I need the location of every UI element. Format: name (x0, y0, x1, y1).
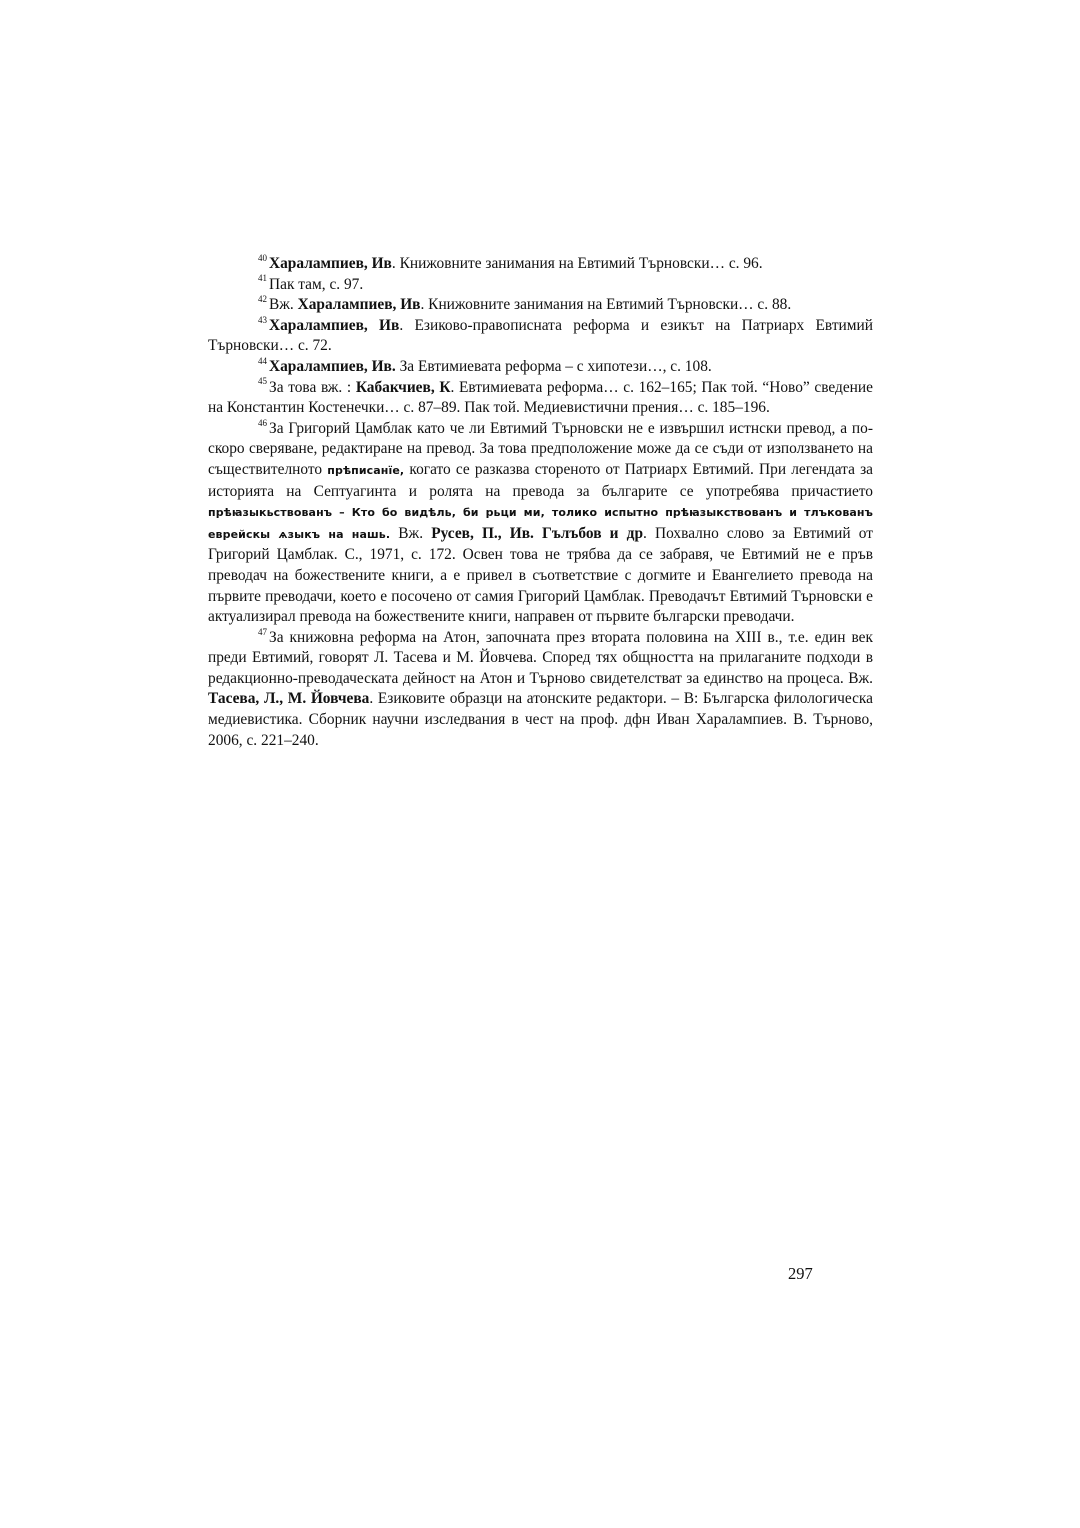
footnotes-block (208, 254, 873, 751)
footnote-text: . Езиково-правописната реформа и езикът на Патриарх Евтимий Търновски… с. 72. (208, 316, 873, 355)
footnote-text: Вж. (390, 524, 432, 542)
footnote-number: 45 (258, 376, 267, 387)
church-slavonic-quote: прѣписанїе, (327, 463, 405, 477)
footnote-number: 40 (258, 252, 267, 263)
footnote-text: За Григорий Цамблак като че ли Евтимий Търновски не е извършил истнски превод, а по-скоро сверяване, редактиране на превод. За това предположение може да се съди от използването на съществителното (208, 419, 873, 478)
footnote-number: 43 (258, 314, 267, 325)
footnote-46 (208, 419, 873, 628)
footnote-prefix: Вж. (269, 296, 298, 314)
footnote-text: когато се разказва стореното от Патриарх Евтимий. При легендата за историята на Септуагинта и ролята на превода за българите се употребява причастието (208, 460, 873, 500)
footnote-author: Кабакчиев, К (355, 378, 451, 396)
footnote-41 (208, 275, 873, 296)
footnote-text: Пак там, с. 97. (269, 275, 364, 293)
footnote-44 (208, 357, 873, 378)
footnote-author: Харалампиев, Ив (269, 255, 392, 272)
footnote-text: . Похвално слово за Евтимий от Григорий Цамблак. С., 1971, с. 172. Освен това не трябва да се забравя, че Евтимий не е пръв преводач на божествените книги, а е привел в съответствие с догмите и Евангелието превода на първите преводачи, което е посочено от самия Григорий Цамблак. Преводачът Евтимий Търновски е актуализирал превода на божествените книги, направен от първите български преводачи. (208, 524, 873, 626)
footnote-45 (208, 378, 873, 419)
footnote-text: . Евтимиевата реформа… с. 162–165; Пак той. “Ново” сведение на Константин Костенечки… с. 87–89. Пак той. Медиевистични прения… с. 185–196. (208, 378, 873, 417)
footnote-number: 42 (258, 294, 267, 305)
footnote-40 (208, 254, 873, 275)
page-number: 297 (788, 1264, 813, 1283)
footnote-42 (208, 295, 873, 316)
footnote-43 (208, 316, 873, 357)
footnote-text: . Книжовните занимания на Евтимий Търновски… с. 96. (391, 255, 763, 272)
footnote-text: За Евтимиевата реформа – с хипотези…, с. 108. (395, 357, 712, 375)
footnote-text: . Езиковите образци на атонските редактори. – В: Българска филологическа медиевистика. Сборник научни изследвания в чест на проф. дфн Иван Харалампиев. В. Търново, 2006, с. 221–240. (208, 690, 873, 749)
footnote-text: За книжовна реформа на Атон, започната през втората половина на XIII в., т.е. един век преди Евтимий, говорят Л. Тасева и М. Йовчева. Според тях общността на прилаганите подходи в редакционно-преводаческата дейност на Атон и Търново свидетелстват за единство на процеса. Вж. (208, 628, 873, 687)
footnote-text: . Книжовните занимания на Евтимий Търновски… с. 88. (420, 296, 792, 314)
footnote-author: Харалампиев, Ив (269, 316, 400, 334)
church-slavonic-quote: прѣꙗзыкьствованъ – Кто бо видѣль, би рьци ми, толико испытно прѣꙗзыкствованъ и тлъкованъ еврейскы ѧзыкъ на нашь. (208, 506, 873, 541)
footnote-47 (208, 628, 873, 752)
footnote-number: 47 (258, 626, 267, 637)
footnote-number: 44 (258, 355, 267, 366)
footnote-prefix: За това вж. : (269, 378, 356, 396)
footnote-author: Русев, П., Ив. Гълъбов и др (431, 524, 644, 542)
footnote-number: 46 (258, 417, 267, 428)
footnote-author: Тасева, Л., М. Йовчева (208, 690, 370, 708)
footnote-number: 41 (258, 273, 267, 284)
footnote-author: Харалампиев, Ив (297, 296, 421, 314)
footnote-author: Харалампиев, Ив. (269, 357, 396, 375)
